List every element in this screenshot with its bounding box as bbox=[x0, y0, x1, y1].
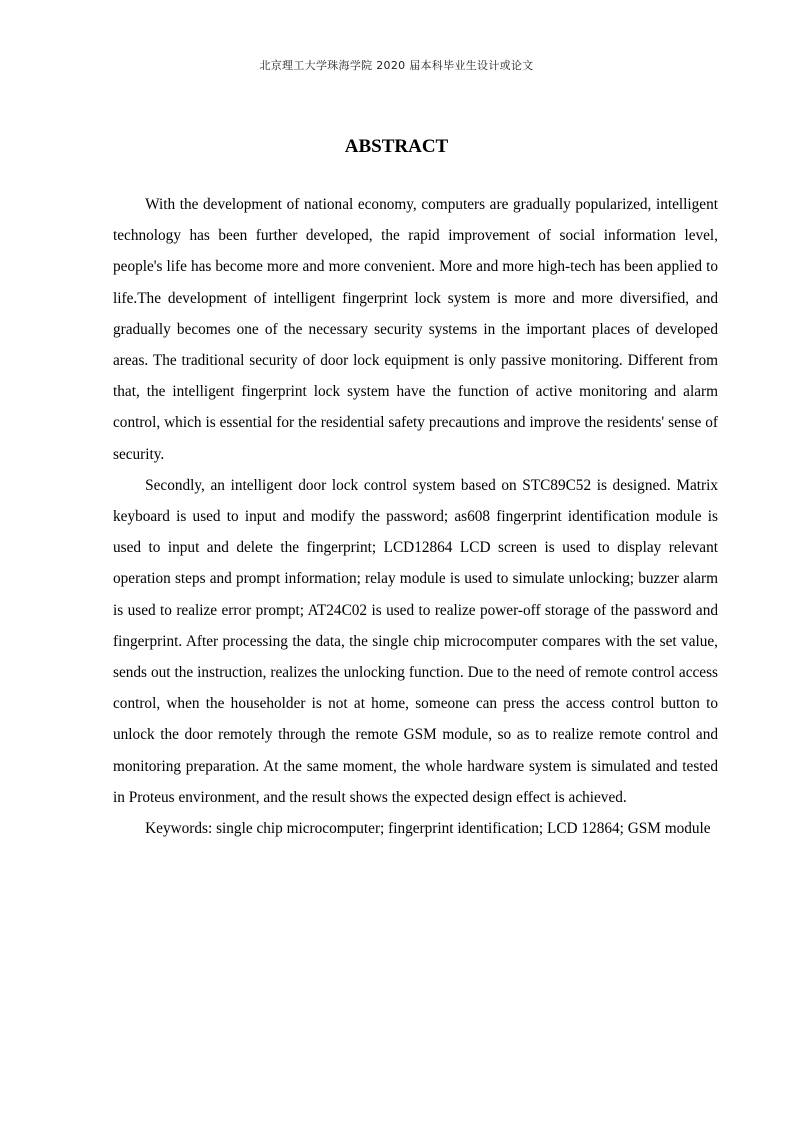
header-divider bbox=[113, 80, 718, 81]
abstract-paragraph-1: With the development of national economy, computers are gradually popularized, intelligent technology has been further developed, the rapid improvement of social information level, people's life has become more and more convenient. More and more high-tech has been applied to life.The development of intelligent fingerprint lock system is more and more diversified, and gradually becomes one of the necessary security systems in the important places of developed areas. The traditional security of door lock equipment is only passive monitoring. Different from that, the intelligent fingerprint lock system have the function of active monitoring and alarm control, which is essential for the residential safety precautions and improve the residents' sense of security. bbox=[113, 196, 718, 463]
keywords-paragraph: Keywords: single chip microcomputer; fingerprint identification; LCD 12864; GSM module bbox=[145, 820, 711, 838]
abstract-paragraph-2: Secondly, an intelligent door lock control system based on STC89C52 is designed. Matrix keyboard is used to input and modify the password; as608 fingerprint identification module is used to input and delete the fingerprint; LCD12864 LCD screen is used to display relevant operation steps and prompt information; relay module is used to simulate unlocking; buzzer alarm is used to realize error prompt; AT24C02 is used to realize power-off storage of the password and fingerprint. After processing the data, the single chip microcomputer compares with the set value, sends out the instruction, realizes the unlocking function. Due to the need of remote control access control, when the householder is not at home, someone can press the access control button to unlock the door remotely through the remote GSM module, so as to realize remote control and monitoring preparation. At the same moment, the whole hardware system is simulated and tested in Proteus environment, and the result shows the expected design effect is achieved. bbox=[113, 476, 718, 806]
abstract-title: ABSTRACT bbox=[344, 136, 449, 157]
abstract-body bbox=[113, 189, 718, 844]
running-header: 北京理工大学珠海学院 2020 届本科毕业生设计或论文 bbox=[259, 59, 534, 72]
